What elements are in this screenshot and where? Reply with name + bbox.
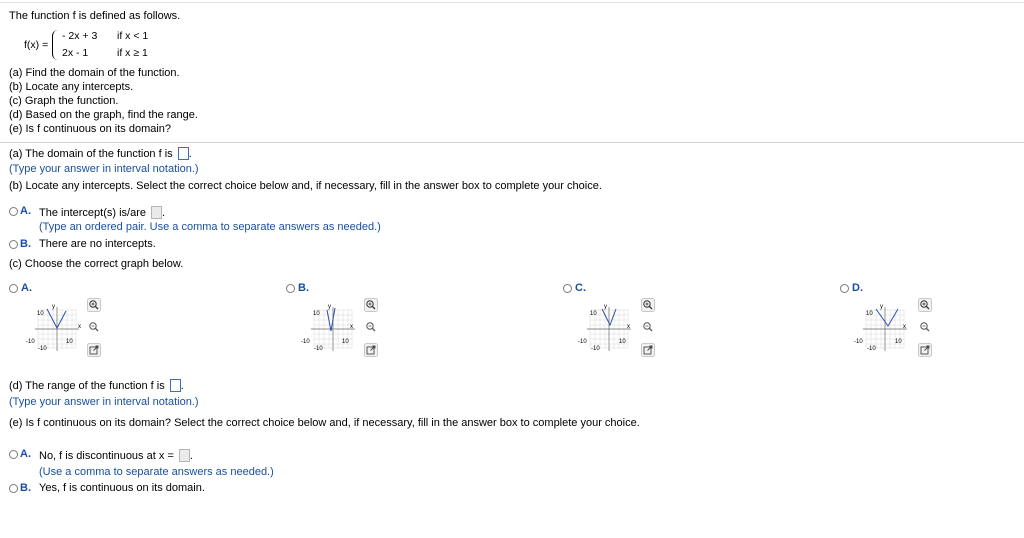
graph-d-x-label: x (903, 324, 906, 330)
continuity-choice-a-radio[interactable] (9, 450, 18, 459)
graph-choice-d-letter: D. (852, 282, 863, 294)
graph-choice-b-radio[interactable] (286, 284, 295, 293)
graph-b-zoom-out-icon[interactable] (364, 320, 378, 334)
part-a-prompt: (a) The domain of the function f is . (9, 148, 192, 160)
graph-d-xmax-label: 10 (895, 339, 902, 345)
top-divider (0, 2, 1024, 3)
graph-c-xmin-label: -10 (578, 339, 587, 345)
part-list-d: (d) Based on the graph, find the range. (9, 109, 198, 121)
intercepts-choice-b-radio[interactable] (9, 240, 18, 249)
graph-a-popout-icon[interactable] (87, 343, 101, 357)
continuity-choice-a: No, f is discontinuous at x = . (39, 450, 193, 462)
part-list-e: (e) Is f continuous on its domain? (9, 123, 172, 135)
graph-d-zoom-in-icon[interactable] (918, 298, 932, 312)
graph-choice-c-letter: C. (575, 282, 586, 294)
graph-d-ymax-label: 10 (866, 311, 873, 317)
fx-label: f(x) = (24, 39, 49, 51)
graph-choice-a-letter: A. (21, 282, 32, 294)
graph-b-xmax-label: 10 (342, 339, 349, 345)
graph-c-x-label: x (627, 324, 630, 330)
piecewise-brace (52, 30, 60, 60)
range-answer-box[interactable] (170, 379, 181, 392)
domain-answer-box[interactable] (178, 147, 189, 160)
part-b-prompt: (b) Locate any intercepts. Select the correct choice below and, if necessary, fill in the answer box to complete your choice. (9, 180, 602, 192)
part-list-c: (c) Graph the function. (9, 95, 119, 107)
continuity-choice-b-radio[interactable] (9, 484, 18, 493)
continuity-choice-b-letter: B. (20, 482, 31, 494)
graph-b-x-label: x (350, 324, 353, 330)
graph-b-ymax-label: 10 (313, 311, 320, 317)
discontinuity-answer-box[interactable] (179, 449, 190, 462)
graph-c-ymax-label: 10 (590, 311, 597, 317)
part-a-hint: (Type your answer in interval notation.) (9, 163, 199, 175)
graph-a-ymin-label: -10 (38, 346, 47, 352)
graph-choice-d-radio[interactable] (840, 284, 849, 293)
graph-d-popout-icon[interactable] (918, 343, 932, 357)
graph-b-y-label: y (328, 304, 331, 310)
continuity-choice-a-hint: (Use a comma to separate answers as needed.) (39, 466, 274, 478)
graph-choice-c-radio[interactable] (563, 284, 572, 293)
intercepts-choice-a-letter: A. (20, 205, 31, 217)
graph-a-zoom-in-icon[interactable] (87, 298, 101, 312)
graph-c-xmax-label: 10 (619, 339, 626, 345)
graph-d-ymin-label: -10 (867, 346, 876, 352)
graph-a-y-label: y (52, 304, 55, 310)
graph-a-ymax-label: 10 (37, 311, 44, 317)
section-divider (0, 142, 1024, 143)
intercepts-choice-a-hint: (Type an ordered pair. Use a comma to separate answers as needed.) (39, 221, 381, 233)
problem-intro: The function f is defined as follows. (9, 10, 181, 22)
graph-b-popout-icon[interactable] (364, 343, 378, 357)
graph-d-zoom-out-icon[interactable] (918, 320, 932, 334)
intercepts-choice-b-text: There are no intercepts. (39, 238, 156, 250)
continuity-choice-b-text: Yes, f is continuous on its domain. (39, 482, 205, 494)
graph-choice-b-letter: B. (298, 282, 309, 294)
graph-c-ymin-label: -10 (591, 346, 600, 352)
graph-b-ymin-label: -10 (314, 346, 323, 352)
graph-a-xmax-label: 10 (66, 339, 73, 345)
graph-b-xmin-label: -10 (301, 339, 310, 345)
part-list-a: (a) Find the domain of the function. (9, 67, 180, 79)
intercepts-answer-box[interactable] (151, 206, 162, 219)
graph-d-xmin-label: -10 (854, 339, 863, 345)
graph-a-xmin-label: -10 (26, 339, 35, 345)
piece-2-cond: if x ≥ 1 (117, 47, 148, 59)
graph-c-zoom-out-icon[interactable] (641, 320, 655, 334)
graph-a-zoom-out-icon[interactable] (87, 320, 101, 334)
graph-c-popout-icon[interactable] (641, 343, 655, 357)
part-e-prompt: (e) Is f continuous on its domain? Select the correct choice below and, if necessary, fill in the answer box to complete your choice. (9, 417, 640, 429)
graph-c-y-label: y (604, 304, 607, 310)
intercepts-choice-a-radio[interactable] (9, 207, 18, 216)
piece-1-expr: - 2x + 3 (62, 30, 98, 42)
graph-choice-a-radio[interactable] (9, 284, 18, 293)
graph-b-zoom-in-icon[interactable] (364, 298, 378, 312)
intercepts-choice-b-letter: B. (20, 238, 31, 250)
piece-1-cond: if x < 1 (117, 30, 149, 42)
part-c-prompt: (c) Choose the correct graph below. (9, 258, 184, 270)
graph-d-y-label: y (880, 304, 883, 310)
part-d-prompt: (d) The range of the function f is . (9, 380, 184, 392)
intercepts-choice-a: The intercept(s) is/are . (39, 207, 166, 219)
part-d-hint: (Type your answer in interval notation.) (9, 396, 199, 408)
piece-2-expr: 2x - 1 (62, 47, 89, 59)
part-list-b: (b) Locate any intercepts. (9, 81, 134, 93)
graph-a-x-label: x (78, 324, 81, 330)
continuity-choice-a-letter: A. (20, 448, 31, 460)
graph-c-zoom-in-icon[interactable] (641, 298, 655, 312)
